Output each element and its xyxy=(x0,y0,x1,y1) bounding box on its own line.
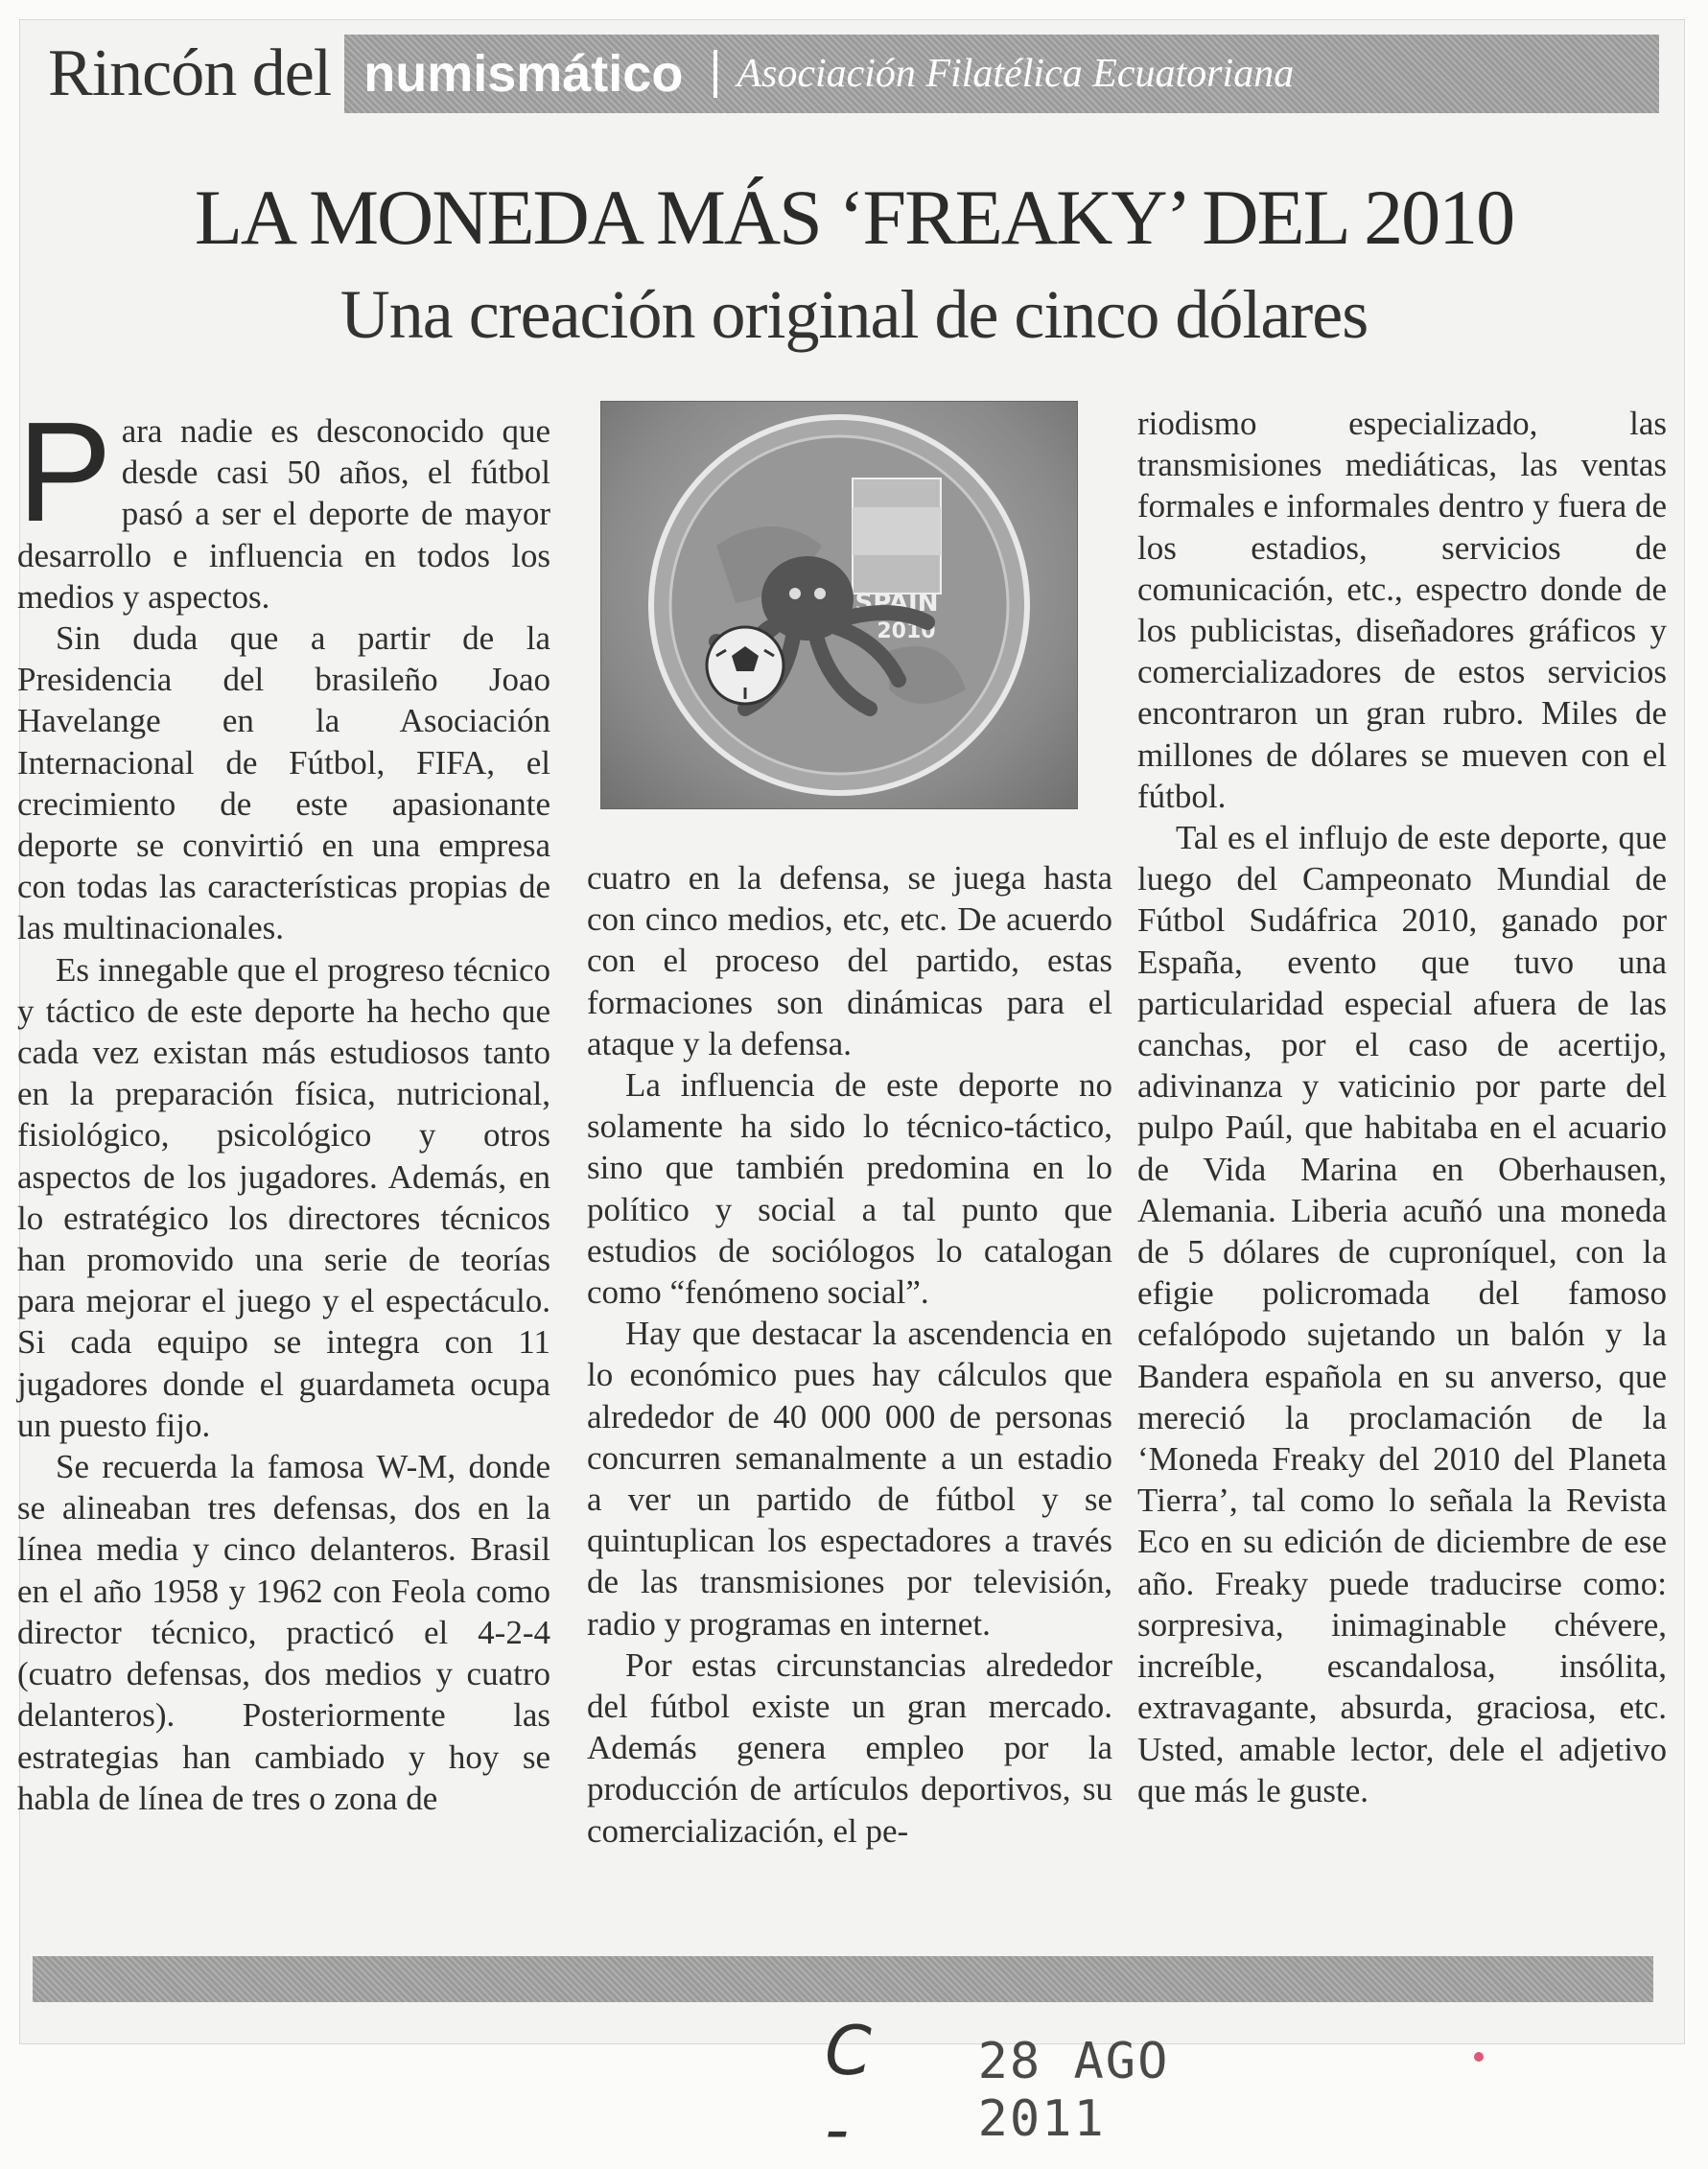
paragraph-1-text: ara nadie es desconocido que desde casi 50 años, el fútbol pasó a ser el deporte de mayor desarrollo e influencia en todos los medios y aspectos. xyxy=(17,412,550,616)
masthead-band xyxy=(344,35,1659,113)
octopus-coin-image xyxy=(601,402,1077,808)
stamp-letter: C - xyxy=(825,2012,872,2169)
section-masthead xyxy=(48,27,1659,121)
ink-dot xyxy=(1474,2052,1484,2062)
paragraph-7-part-2: riodismo especializado, las transmisiones mediáticas, las ventas formales e informales dentro y fuera de los estadios, servicios de comunicación, etc., espectro donde de los publicistas, diseñadores gráficos y comercializadores de estos servicios encontraron un gran rubro. Miles de millones de dólares se mueven con el fútbol. xyxy=(1137,405,1667,815)
masthead-organization: Asociación Filatélica Ecuatoriana xyxy=(737,52,1295,96)
masthead-separator xyxy=(714,50,717,98)
article-column-2 xyxy=(587,857,1112,1852)
coin-photo xyxy=(600,401,1078,809)
footer-band xyxy=(33,1956,1653,2002)
paragraph-8: Tal es el influjo de este deporte, que luego del Campeonato Mundial de Fútbol Sudáfrica 2010, ganado por España, evento que tuvo una particularidad especial afuera de las canchas, por el caso de acertijo, adivinanza y vaticinio por parte del pulpo Paúl, que habitaba en el acuario de Vida Marina en Oberhausen, Alemania. Liberia acuñó una moneda de 5 dólares de cuproníquel, con la efigie policromada del famoso cefalópodo sujetando un balón y la Bandera española en su anverso, que mereció la proclamación de la ‘Moneda Freaky del 2010 del Planeta Tierra’, tal como lo señala la Revista Eco en su edición de diciembre de ese año. Freaky puede traducirse como: sorpresiva, inimaginable chévere, increíble, escandalosa, insólita, extravagante, absurda, graciosa, etc. Usted, amable lector, dele el adjetivo que más le guste. xyxy=(1137,819,1667,1809)
paragraph-7-part-1: Por estas circunstancias alrededor del fútbol existe un gran mercado. Además genera empleo por la producción de artículos deportivos, su comercialización, el pe- xyxy=(587,1645,1112,1850)
drop-cap: P xyxy=(17,393,112,551)
paragraph-2: Sin duda que a partir de la Presidencia del brasileño Joao Havelange en la Asociación Internacional de Fútbol, FIFA, el crecimiento de este apasionante deporte se convirtió en una empresa con todas las características propias de las multinacionales. xyxy=(17,619,550,947)
masthead-topic: numismático xyxy=(363,45,684,103)
article-column-1 xyxy=(17,393,550,1819)
article-subhead: Una creación original de cinco dólares xyxy=(339,276,1369,353)
paragraph-4-part-2: cuatro en la defensa, se juega hasta con cinco medios, etc, etc. De acuerdo con el proceso del partido, estas formaciones son dinámicas para el ataque y la defensa. xyxy=(587,859,1112,1062)
coin-text-year: 2010 xyxy=(877,619,936,643)
paragraph-5: La influencia de este deporte no solamente ha sido lo técnico-táctico, sino que también predomina en lo político y social a tal punto que estudios de sociólogos lo catalogan como “fenómeno social”. xyxy=(587,1066,1112,1312)
masthead-prefix: Rincón del xyxy=(48,36,332,110)
paragraph-6: Hay que destacar la ascendencia en lo económico pues hay cálculos que alrededor de 40 000 000 de personas concurren semanalmente a un estadio a ver un partido de fútbol y se quintuplican los espectadores a través de las transmisiones por televisión, radio y programas en internet. xyxy=(587,1315,1112,1643)
stamp-date: 28 AGO 2011 xyxy=(977,2033,1170,2148)
article-headline: LA MONEDA MÁS ‘FREAKY’ DEL 2010 xyxy=(194,174,1514,261)
coin-text-spain: SPAIN xyxy=(854,589,939,618)
date-stamp xyxy=(825,2012,1304,2169)
paragraph-1 xyxy=(17,393,550,618)
paragraph-4-part-1: Se recuerda la famosa W-M, donde se alineaban tres defensas, dos en la línea media y cinco delanteros. Brasil en el año 1958 y 1962 con Feola como director técnico, practicó el 4-2-4 (cuatro defensas, dos medios y cuatro delanteros). Posteriormente las estrategias han cambiado y hoy se habla de línea de tres o zona de xyxy=(17,1448,550,1817)
paragraph-3: Es innegable que el progreso técnico y táctico de este deporte ha hecho que cada vez existan más estudiosos tanto en la preparación física, nutricional, fisiológico, psicológico y otros aspectos de los jugadores. Además, en lo estratégico los directores técnicos han promovido una serie de teorías para mejorar el juego y el espectáculo. Si cada equipo se integra con 11 jugadores donde el guardameta ocupa un puesto fijo. xyxy=(17,950,550,1444)
article-column-3 xyxy=(1137,403,1667,1811)
